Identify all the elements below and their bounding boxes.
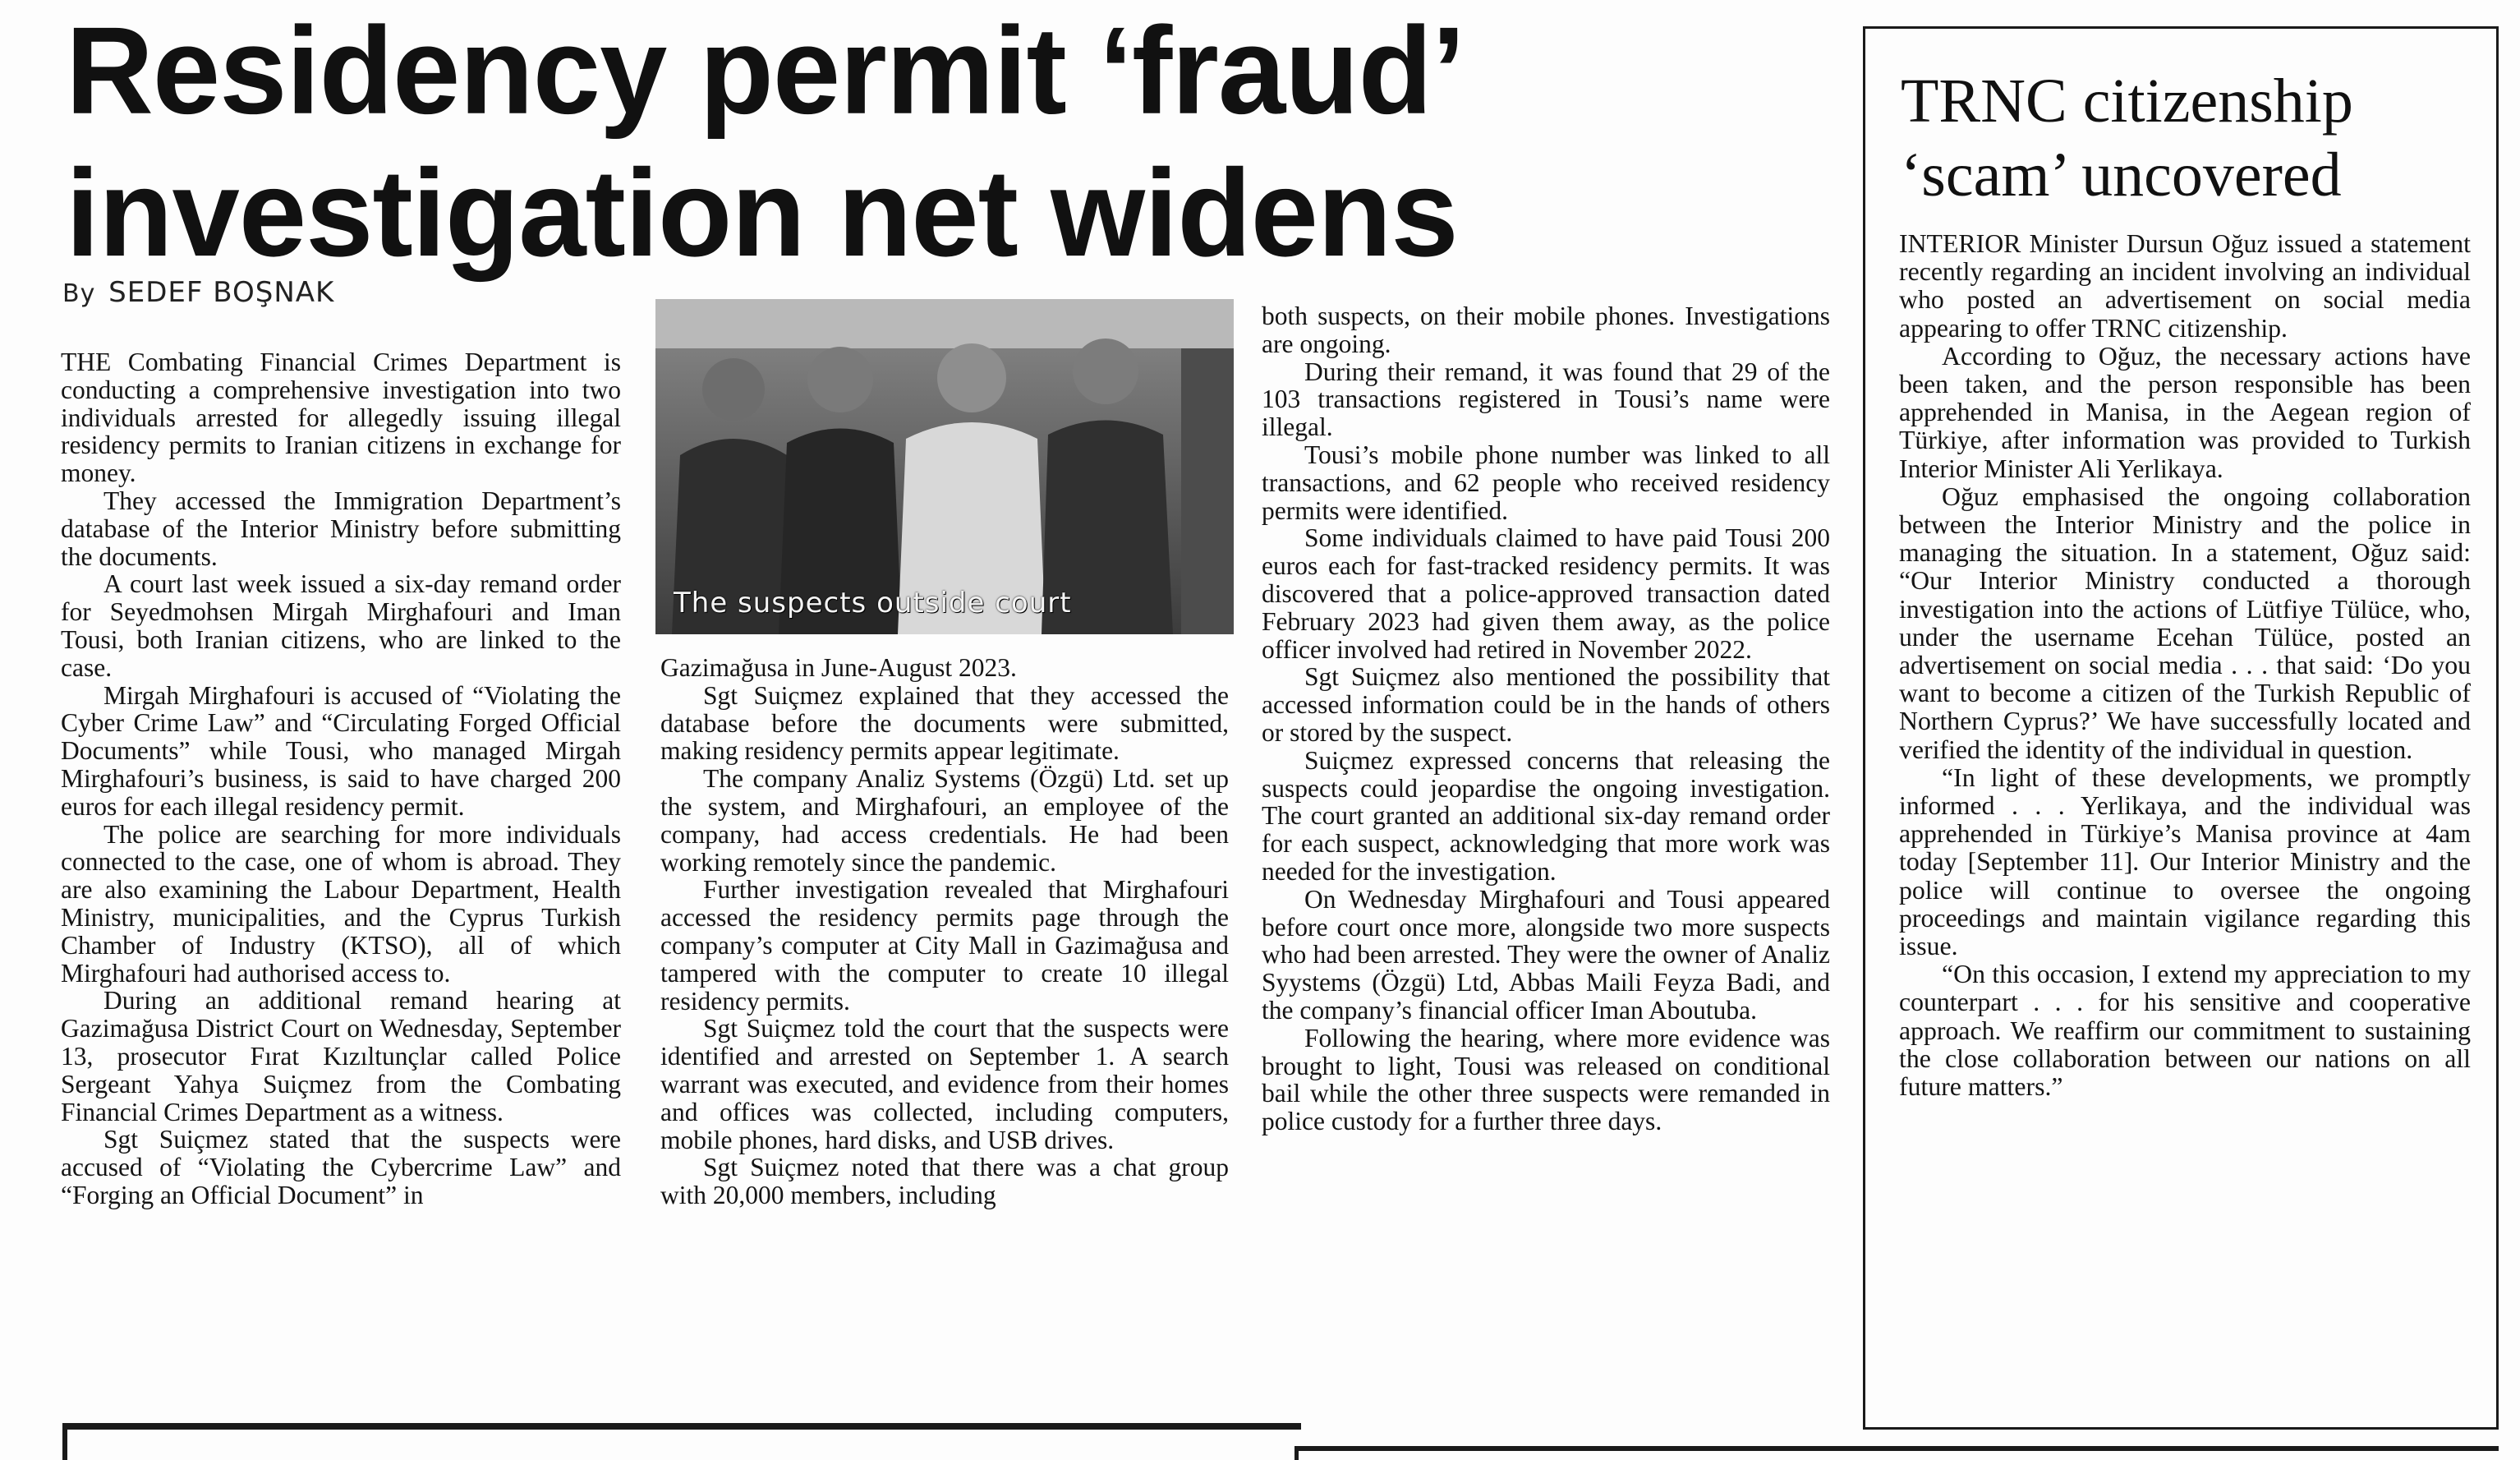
headline-line-1: Residency permit ‘fraud’	[66, 2, 1465, 140]
article-column-3	[1262, 302, 1830, 1135]
bottom-divider-left	[62, 1423, 1301, 1430]
paragraph: Some individuals claimed to have paid Tousi 200 euros each for fast-tracked residency permits. It was discovered that a police-approved transaction dated February 2023 had given them away, as the police officer involved had retired in November 2022.	[1262, 523, 1830, 664]
photo-illustration	[655, 299, 1234, 634]
paragraph: INTERIOR Minister Dursun Oğuz issued a statement recently regarding an incident involving an individual who posted an advertisement on social media appearing to offer TRNC citizenship.	[1899, 229, 2471, 343]
paragraph: A court last week issued a six-day remand order for Seyedmohsen Mirgah Mirghafouri and Iman Tousi, both Iranian citizens, who are linked to the case.	[61, 569, 621, 682]
byline-prefix: By	[62, 279, 96, 308]
paragraph: During an additional remand hearing at Gazimağusa District Court on Wednesday, September 13, prosecutor Fırat Kızıltunçlar called Police Sergeant Yahya Suiçmez from the Combating Financial Crimes Department as a witness.	[61, 986, 621, 1126]
main-headline	[66, 0, 1848, 285]
paragraph: Sgt Suiçmez also mentioned the possibility that accessed information could be in the hands of others or stored by the suspect.	[1262, 662, 1830, 747]
paragraph: “In light of these developments, we promptly informed . . . Yerlikaya, and the individual was apprehended in Türkiye’s Manisa province at 4am today [September 11]. Our Interior Ministry and the police will continue to oversee the ongoing proceedings and maintain vigilance regarding this issue.	[1899, 762, 2471, 961]
bottom-divider-right-edge	[1294, 1446, 1299, 1460]
paragraph: During their remand, it was found that 29 of the 103 transactions registered in Tousi’s name were illegal.	[1262, 357, 1830, 442]
paragraph: Sgt Suiçmez told the court that the suspects were identified and arrested on September 1. A search warrant was executed, and evidence from their homes and offices was collected, including computers, mobile phones, hard disks, and USB drives.	[660, 1014, 1229, 1154]
paragraph: “On this occasion, I extend my appreciation to my counterpart . . . for his sensitive and cooperative approach. We reaffirm our commitment to sustaining the close collaboration between our nations on all future matters.”	[1899, 960, 2471, 1102]
paragraph: Suiçmez expressed concerns that releasing the suspects could jeopardise the ongoing investigation. The court granted an additional six-day remand order for each suspect, acknowledging that more work was needed for the investigation.	[1262, 745, 1830, 886]
paragraph: The company Analiz Systems (Özgü) Ltd. set up the system, and Mirghafouri, an employee of the company, had access credentials. He had been working remotely since the pandemic.	[660, 764, 1229, 877]
paragraph: On Wednesday Mirghafouri and Tousi appeared before court once more, alongside two more suspects who had been arrested. They were the owner of Analiz Syystems (Özgü) Ltd, Abbas Maili Feyza Badi, and the company’s financial officer Iman Aboutuba.	[1262, 884, 1830, 1025]
article-column-1	[61, 348, 621, 1209]
paragraph: THE Combating Financial Crimes Department is conducting a comprehensive investigation into two individuals arrested for allegedly issuing illegal residency permits to Iranian citizens in exchange for money.	[61, 348, 621, 488]
bottom-divider-right	[1294, 1446, 2499, 1451]
sidebar-headline-line-1: TRNC citizenship	[1901, 67, 2353, 136]
byline	[62, 276, 334, 309]
paragraph: Sgt Suiçmez noted that there was a chat group with 20,000 members, including	[660, 1153, 1229, 1210]
photo-caption: The suspects outside court	[674, 587, 1072, 619]
sidebar-article-body	[1899, 230, 2471, 1101]
paragraph: Following the hearing, where more evidence was brought to light, Tousi was released on conditional bail while the other three suspects were remanded in police custody for a further three days.	[1262, 1023, 1830, 1136]
sidebar-headline	[1901, 64, 2476, 212]
paragraph: Further investigation revealed that Mirghafouri accessed the residency permits page through the company’s computer at City Mall in Gazimağusa and tampered with the computer to create 10 illegal residency permits.	[660, 875, 1229, 1016]
paragraph: Mirgah Mirghafouri is accused of “Violating the Cyber Crime Law” and “Circulating Forged Official Documents” while Tousi, who managed Mirgah Mirghafouri’s business, is said to have charged 200 euros for each illegal residency permit.	[61, 680, 621, 821]
paragraph: They accessed the Immigration Department’s database of the Interior Ministry before submitting the documents.	[61, 486, 621, 571]
paragraph: both suspects, on their mobile phones. Investigations are ongoing.	[1262, 302, 1830, 358]
bottom-divider-left-edge	[62, 1423, 67, 1460]
paragraph: Oğuz emphasised the ongoing collaboration between the Interior Ministry and the police in managing the situation. In a statement, Oğuz said: “Our Interior Ministry conducted a thorough investigation into the actions of Lütfiye Tülüce, who, under the username Ecehan Tülüce, posted an advertisement on social media . . . that said: ‘Do you want to become a citizen of the Turkish Republic of Northern Cyprus?’ We have successfully located and verified the identity of the individual in question.	[1899, 481, 2471, 764]
paragraph: Tousi’s mobile phone number was linked to all transactions, and 62 people who received residency permits were identified.	[1262, 440, 1830, 525]
paragraph: The police are searching for more individuals connected to the case, one of whom is abroad. They are also examining the Labour Department, Health Ministry, municipalities, and the Cyprus Turkish Chamber of Industry (KTSO), all of which Mirghafouri had authorised access to.	[61, 819, 621, 988]
sidebar-headline-line-2: ‘scam’ uncovered	[1901, 140, 2342, 210]
paragraph: Sgt Suiçmez explained that they accessed the database before the documents were submitted, making residency permits appear legitimate.	[660, 680, 1229, 766]
article-column-2	[660, 654, 1229, 1209]
headline-line-2: investigation net widens	[66, 144, 1458, 283]
paragraph: Sgt Suiçmez stated that the suspects were accused of “Violating the Cybercrime Law” and “Forging an Official Document” in	[61, 1125, 621, 1209]
suspects-photo	[655, 299, 1234, 634]
byline-author: SEDEF BOŞNAK	[108, 276, 335, 309]
paragraph: According to Oğuz, the necessary actions have been taken, and the person responsible has been apprehended in Manisa, in the Aegean region of Türkiye, after information was provided to Turkish Interior Minister Ali Yerlikaya.	[1899, 341, 2471, 483]
paragraph: Gazimağusa in June-August 2023.	[660, 653, 1017, 682]
